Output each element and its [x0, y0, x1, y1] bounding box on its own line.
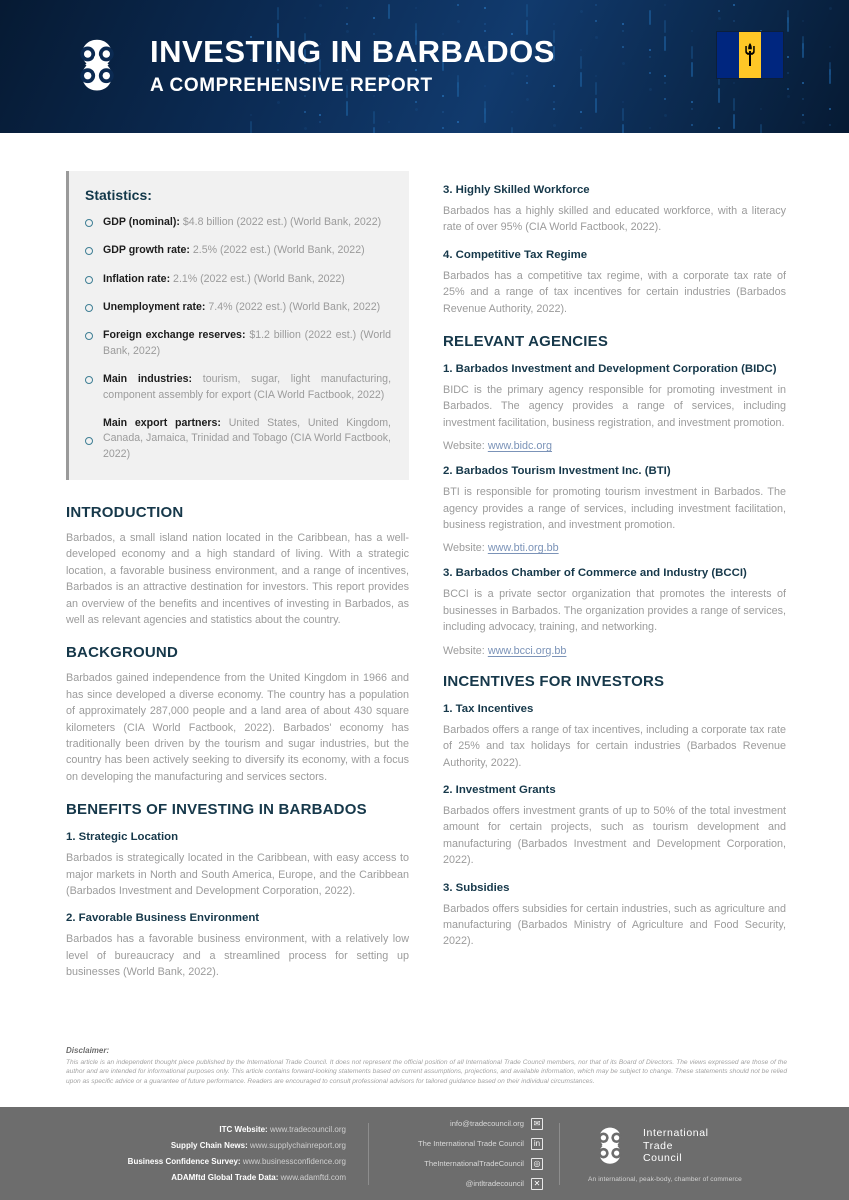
- footer-link-url[interactable]: www.adamftd.com: [280, 1173, 346, 1182]
- linkedin-icon[interactable]: in: [531, 1138, 543, 1150]
- website-link[interactable]: www.bti.org.bb: [487, 542, 559, 555]
- website-label: Website:: [443, 542, 488, 555]
- section-heading-introduction: INTRODUCTION: [66, 503, 184, 521]
- statistic-text: [103, 300, 391, 315]
- subsection-heading: 1. Tax Incentives: [443, 702, 534, 715]
- subsection-heading: 2. Barbados Tourism Investment Inc. (BTI): [443, 465, 671, 478]
- footer-social-label: info@tradecouncil.org: [450, 1119, 524, 1128]
- section-heading-background: BACKGROUND: [66, 644, 178, 662]
- bullet-icon: [85, 376, 93, 384]
- right-column: [443, 171, 786, 983]
- statistic-value: 2.1% (2022 est.) (World Bank, 2022): [173, 272, 345, 285]
- footer-link-row[interactable]: [171, 1173, 346, 1182]
- disclaimer-block: [66, 1046, 787, 1086]
- subsection-heading: 3. Highly Skilled Workforce: [443, 184, 590, 196]
- website-line: [443, 440, 786, 452]
- footer-social-row[interactable]: [450, 1118, 543, 1130]
- statistics-title: Statistics:: [85, 187, 152, 203]
- statistic-value: tourism, sugar, light manufacturing, component assembly for export (CIA World Factbook, 2022): [103, 373, 392, 401]
- footer-social-row[interactable]: [466, 1178, 543, 1190]
- bullet-icon: [85, 332, 93, 340]
- subsection-body: BIDC is the primary agency responsible for promoting investment in Barbados. The agency provides a range of services, including investment facilitation, business registration, and investment promotion.: [443, 384, 786, 429]
- website-link[interactable]: www.bcci.org.bb: [487, 644, 567, 657]
- footer-link-row[interactable]: [219, 1125, 346, 1134]
- statistics-card: [66, 171, 409, 480]
- incentives-list: [443, 703, 786, 950]
- footer-link-label: ADAMftd Global Trade Data:: [171, 1173, 281, 1182]
- benefits-list-left: [66, 831, 409, 980]
- statistic-label: Main industries:: [103, 373, 203, 386]
- brand-line-1: International: [643, 1126, 709, 1139]
- statistic-text: [103, 272, 391, 287]
- envelope-icon[interactable]: ✉: [531, 1118, 543, 1130]
- subsection-heading: 1. Barbados Investment and Development Corporation (BIDC): [443, 363, 777, 376]
- left-column: [66, 171, 409, 983]
- website-line: [443, 542, 786, 554]
- website-link[interactable]: www.bidc.org: [487, 440, 553, 453]
- bullet-icon: [85, 219, 93, 227]
- statistic-label: GDP (nominal):: [103, 216, 183, 228]
- statistic-text: [103, 243, 391, 258]
- statistic-label: Main export partners:: [103, 416, 229, 429]
- subsection-heading: 1. Strategic Location: [66, 831, 179, 844]
- footer-links: [0, 1125, 368, 1182]
- statistic-value: 7.4% (2022 est.) (World Bank, 2022): [208, 301, 381, 314]
- x-twitter-icon[interactable]: ✕: [531, 1178, 543, 1190]
- subsection-heading: 3. Barbados Chamber of Commerce and Industry (BCCI): [443, 567, 747, 580]
- footer-link-label: Business Confidence Survey:: [127, 1157, 243, 1166]
- statistic-item: [85, 372, 391, 403]
- bullet-icon: [85, 437, 93, 445]
- statistic-label: GDP growth rate:: [103, 244, 193, 257]
- page-title: INVESTING IN BARBADOS: [150, 34, 555, 70]
- statistic-value: 2.5% (2022 est.) (World Bank, 2022): [192, 244, 365, 257]
- bullet-icon: [85, 276, 93, 284]
- footer-link-row[interactable]: [171, 1141, 346, 1150]
- footer-social-row[interactable]: [424, 1158, 543, 1170]
- subsection-body: Barbados has a competitive tax regime, with a corporate tax rate of 25% and a range of tax incentives for certain industries (Barbados Revenue Authority, 2022).: [443, 269, 786, 315]
- statistic-item: [85, 215, 391, 230]
- statistic-item: [85, 416, 391, 462]
- statistic-text: [103, 372, 391, 403]
- background-body: Barbados gained independence from the United Kingdom in 1966 and has since developed a diverse economy. The country has a population of approximately 287,000 people and a land area of about 430 square kilometers (CIA World Factbook, 2022). Barbados' economy has traditionally been driven by the tourism and sugar industries, but the country has been actively seeking to diversify its economy, with a focus on developing the manufacturing and services sectors.: [66, 672, 409, 783]
- statistic-text: [103, 328, 391, 359]
- footer-social-label: @intltradecouncil: [465, 1179, 524, 1188]
- footer-link-url[interactable]: www.businessconfidence.org: [242, 1157, 346, 1166]
- benefits-list-right: [443, 184, 786, 317]
- subsection-heading: 2. Investment Grants: [443, 783, 556, 796]
- brand-line-3: Council: [643, 1152, 683, 1165]
- itc-quatrefoil-logo-icon: [66, 36, 128, 98]
- statistic-item: [85, 272, 391, 287]
- barbados-flag-icon: [716, 31, 784, 79]
- page-footer: [0, 1107, 849, 1200]
- section-heading-incentives: INCENTIVES FOR INVESTORS: [443, 672, 665, 690]
- statistic-label: Foreign exchange reserves:: [103, 329, 250, 342]
- footer-link-url[interactable]: www.supplychainreport.org: [249, 1141, 346, 1150]
- page-subtitle: A COMPREHENSIVE REPORT: [150, 74, 433, 96]
- statistic-item: [85, 300, 391, 315]
- statistic-item: [85, 328, 391, 359]
- subsection-heading: 3. Subsidies: [443, 881, 510, 894]
- statistic-value: $4.8 billion (2022 est.) (World Bank, 2022): [182, 216, 382, 228]
- itc-quatrefoil-logo-icon: [588, 1125, 632, 1169]
- statistic-text: [103, 215, 391, 230]
- website-line: [443, 645, 786, 657]
- footer-social-row[interactable]: [418, 1138, 543, 1150]
- statistic-label: Inflation rate:: [103, 272, 174, 285]
- agencies-list: [443, 363, 786, 657]
- header-banner: [0, 0, 849, 133]
- statistic-label: Unemployment rate:: [103, 301, 209, 314]
- statistics-list: [85, 215, 391, 462]
- statistic-text: [103, 416, 391, 462]
- statistic-value: United States, United Kingdom, Canada, Jamaica, Trinidad and Tobago (CIA World Factbook, 2022): [103, 416, 391, 460]
- footer-social-label: The International Trade Council: [418, 1139, 524, 1148]
- subsection-heading: 4. Competitive Tax Regime: [443, 248, 588, 261]
- section-heading-agencies: RELEVANT AGENCIES: [443, 333, 609, 351]
- introduction-body: Barbados, a small island nation located in the Caribbean, has a well-developed economy and a high standard of living. With a strategic location, a favorable business environment, and a range of incentives, Barbados is an attractive destination for investors. This report provides an overview of the benefits and incentives of investing in Barbados, as well as relevant agencies and statistics about the country.: [66, 531, 409, 626]
- subsection-heading: 2. Favorable Business Environment: [66, 912, 260, 925]
- subsection-body: BTI is responsible for promoting tourism investment in Barbados. The agency provides a range of services, including investment facilitation, business registration, and investment promotion.: [443, 486, 786, 532]
- footer-brand: [560, 1125, 742, 1183]
- footer-link-url[interactable]: www.tradecouncil.org: [269, 1125, 346, 1134]
- subsection-body: Barbados offers investment grants of up to 50% of the total investment amount for certain projects, such as tourism development and manufacturing (Barbados Investment and Development Corporation, 2022).: [443, 804, 786, 867]
- brand-line-2: Trade: [643, 1139, 674, 1152]
- subsection-body: Barbados is strategically located in the Caribbean, with easy access to major markets in North and South America, Europe, and the Caribbean (Barbados Investment and Development Corporation, 2022).: [66, 852, 409, 898]
- disclaimer-body: This article is an independent thought piece published by the International Trade Council. It does not represent the official position of all International Trade Council members, nor that of its Board of Directors. The views expressed are those of the author and are intended for informational purposes only. This article contains forward-looking statements based on current assumptions, projections, and available information, which may be subject to change. These statements should not be relied upon as specific advice or a guarantee of future performance. Readers are encouraged to consult professional advisors for tailored guidance based on their individual circumstances.: [66, 1059, 787, 1085]
- section-heading-benefits: BENEFITS OF INVESTING IN BARBADOS: [66, 801, 367, 819]
- instagram-icon[interactable]: ◎: [531, 1158, 543, 1170]
- subsection-body: BCCI is a private sector organization that promotes the interests of businesses in Barbados. The organization provides a range of services, including advocacy, training, and networking.: [443, 588, 786, 634]
- subsection-body: Barbados has a favorable business environment, with a relatively low level of bureaucracy and a streamlined process for setting up businesses (World Bank, 2022).: [66, 933, 409, 979]
- trident-icon: [742, 43, 759, 67]
- footer-social-label: TheInternationalTradeCouncil: [424, 1159, 524, 1168]
- statistic-value: $1.2 billion (2022 est.) (World Bank, 2022): [103, 329, 392, 357]
- statistic-item: [85, 243, 391, 258]
- header-titles: [150, 36, 555, 97]
- subsection-body: Barbados has a highly skilled and educated workforce, with a literacy rate of over 95% (CIA World Factbook, 2022).: [443, 205, 786, 234]
- disclaimer-title: Disclaimer:: [66, 1046, 110, 1055]
- bullet-icon: [85, 247, 93, 255]
- website-label: Website:: [443, 644, 488, 657]
- footer-link-label: ITC Website:: [219, 1125, 270, 1134]
- subsection-body: Barbados offers a range of tax incentives, including a corporate tax rate of 25% and tax holidays for certain industries (Barbados Revenue Authority, 2022).: [443, 723, 786, 769]
- footer-social-list: [369, 1118, 559, 1190]
- brand-tagline: An international, peak-body, chamber of commerce: [588, 1175, 742, 1183]
- bullet-icon: [85, 304, 93, 312]
- footer-link-row[interactable]: [128, 1157, 346, 1166]
- main-content: [0, 133, 849, 983]
- footer-link-label: Supply Chain News:: [170, 1141, 250, 1150]
- website-label: Website:: [443, 440, 488, 453]
- subsection-body: Barbados offers subsidies for certain industries, such as agriculture and manufacturing (Barbados Ministry of Agriculture and Food Security, 2022).: [443, 902, 786, 948]
